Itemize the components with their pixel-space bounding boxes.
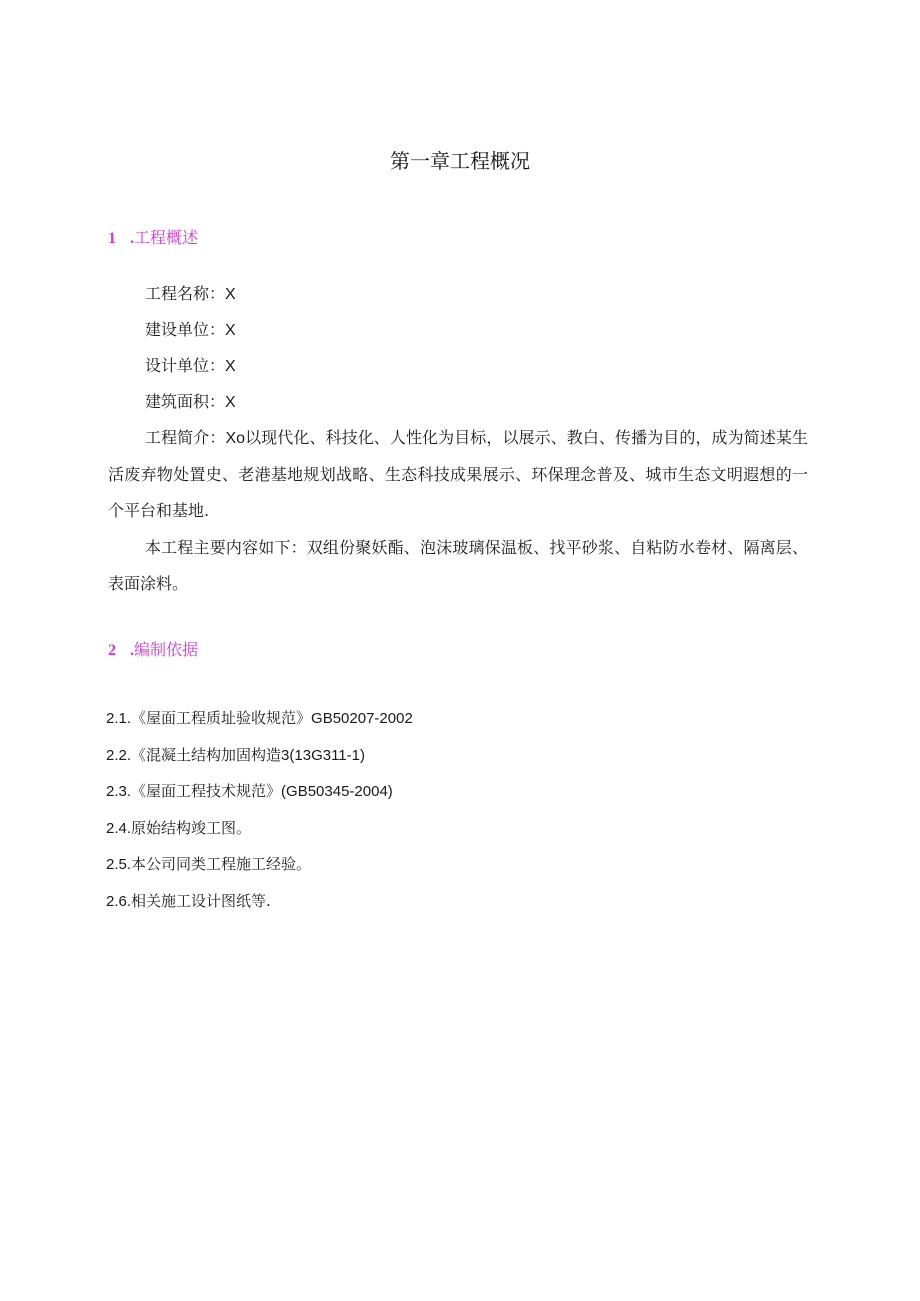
info-value: X xyxy=(225,394,236,411)
info-label: 设计单位： xyxy=(145,356,226,375)
basis-item xyxy=(106,883,413,920)
basis-code: GB50207-2002 xyxy=(311,710,413,727)
basis-number: 2.2. xyxy=(106,746,132,764)
basis-text: 相关施工设计图纸等. xyxy=(131,891,271,910)
basis-item xyxy=(106,810,413,847)
intro-value: Xo xyxy=(225,430,246,447)
project-intro-paragraph xyxy=(108,420,808,529)
info-line-project-name xyxy=(145,282,236,307)
info-label: 建设单位： xyxy=(145,320,226,339)
basis-list xyxy=(106,700,413,919)
basis-text: 《屋面工程技术规范》 xyxy=(131,782,282,800)
section-number: 1 xyxy=(108,230,116,247)
section-number: 2 xyxy=(108,642,116,659)
basis-number: 2.4. xyxy=(106,819,132,837)
basis-number: 2.6. xyxy=(106,892,132,910)
section-title: 工程概述 xyxy=(134,228,199,247)
info-value: X xyxy=(225,322,236,339)
info-line-area xyxy=(145,390,236,415)
info-value: X xyxy=(225,358,236,375)
basis-code: 3(13G311-1) xyxy=(281,746,365,764)
basis-text: 《混凝土结构加固构造 xyxy=(131,745,282,764)
main-content-paragraph: 本工程主要内容如下：双组份聚妖酯、泡沫玻璃保温板、找平砂浆、自粘防水卷材、隔离层、表面涂料。 xyxy=(108,538,808,593)
section-dot: . xyxy=(130,230,134,247)
basis-item xyxy=(106,846,413,883)
info-line-builder xyxy=(145,318,236,343)
info-value: X xyxy=(225,286,236,303)
chapter-title: 第一章工程概况 xyxy=(390,149,530,173)
section-heading-overview xyxy=(108,226,198,251)
basis-number: 2.1. xyxy=(106,710,132,727)
section-dot: . xyxy=(130,642,134,659)
basis-text: 《屋面工程质址验收规范》 xyxy=(131,709,312,727)
intro-text: 以现代化、科技化、人性化为目标，以展示、教白、传播为目的，成为简述某生活废弃物处置史、老港基地规划战略、生态科技成果展示、环保理念普及、城市生态文明遐想的一个平台和基地. xyxy=(108,428,808,520)
info-label: 工程名称： xyxy=(145,284,226,303)
section-title: 编制依据 xyxy=(134,640,199,659)
basis-item xyxy=(106,700,413,737)
section-heading-basis xyxy=(108,638,198,663)
info-label: 建筑面积： xyxy=(145,392,226,411)
basis-number: 2.5. xyxy=(106,856,132,873)
basis-text: 原始结构竣工图。 xyxy=(131,818,252,837)
basis-text: 本公司同类工程施工经验。 xyxy=(131,855,312,873)
basis-number: 2.3. xyxy=(106,783,132,800)
basis-code: (GB50345-2004) xyxy=(281,783,393,800)
basis-item xyxy=(106,737,413,774)
info-line-designer xyxy=(145,354,236,379)
basis-item xyxy=(106,773,413,810)
intro-label: 工程简介： xyxy=(145,428,226,447)
